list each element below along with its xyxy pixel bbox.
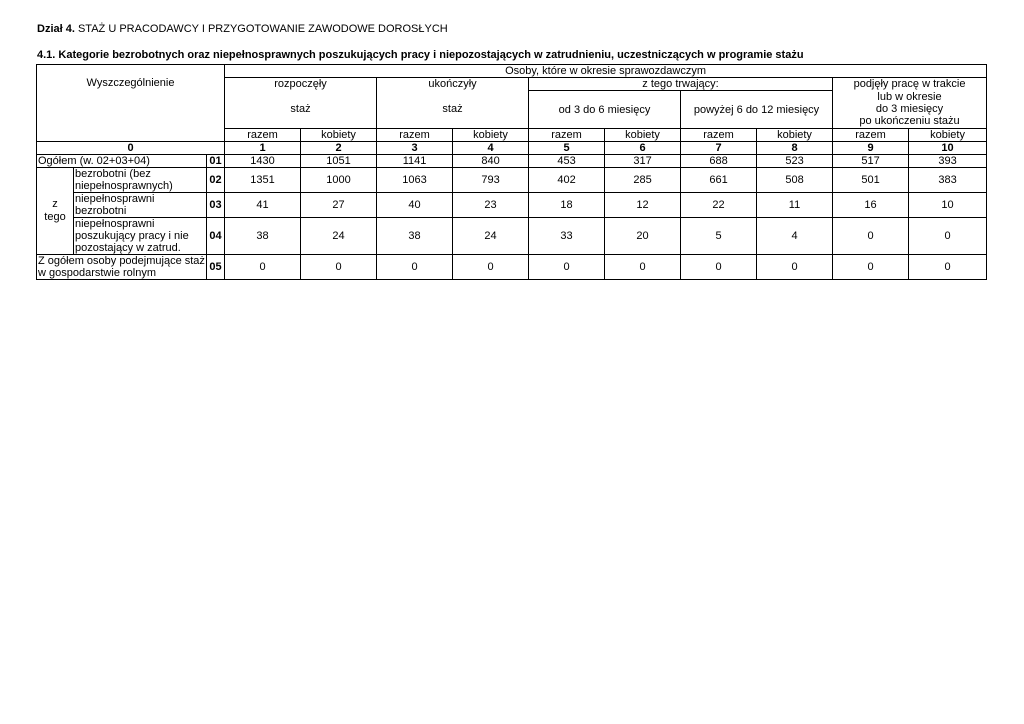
header-dur-3-6 bbox=[529, 91, 681, 129]
cell: 27 bbox=[301, 193, 377, 218]
header-job-rest bbox=[833, 91, 987, 129]
cell: 0 bbox=[377, 255, 453, 280]
cell: 16 bbox=[833, 193, 909, 218]
section-prefix: Dział 4. bbox=[37, 23, 75, 35]
header-razem-5: razem bbox=[529, 129, 605, 142]
header-kobiety-10: kobiety bbox=[909, 129, 987, 142]
cell: 18 bbox=[529, 193, 605, 218]
cell: 0 bbox=[453, 255, 529, 280]
header-group: Osoby, które w okresie sprawozdawczym bbox=[225, 65, 987, 78]
header-kobiety-8: kobiety bbox=[757, 129, 833, 142]
cell: 501 bbox=[833, 168, 909, 193]
header-job-line4: po ukończeniu stażu bbox=[859, 115, 960, 128]
cell: 41 bbox=[225, 193, 301, 218]
row-code: 05 bbox=[207, 255, 225, 280]
cell: 0 bbox=[529, 255, 605, 280]
header-spec bbox=[37, 65, 225, 142]
cell: 10 bbox=[909, 193, 987, 218]
col-num-8: 8 bbox=[757, 142, 833, 155]
header-row-1 bbox=[37, 65, 987, 78]
cell: 0 bbox=[605, 255, 681, 280]
cell: 22 bbox=[681, 193, 757, 218]
col-num-6: 6 bbox=[605, 142, 681, 155]
cell: 0 bbox=[757, 255, 833, 280]
cell: 0 bbox=[301, 255, 377, 280]
column-number-row bbox=[37, 142, 987, 155]
header-started-top: rozpoczęły bbox=[225, 78, 377, 91]
cell: 38 bbox=[377, 218, 453, 255]
of-which-label bbox=[37, 168, 74, 255]
row-code: 04 bbox=[207, 218, 225, 255]
col-num-5: 5 bbox=[529, 142, 605, 155]
cell: 523 bbox=[757, 155, 833, 168]
header-kobiety-4: kobiety bbox=[453, 129, 529, 142]
cell: 517 bbox=[833, 155, 909, 168]
header-spec-label: Wyszczególnienie bbox=[86, 77, 175, 89]
cell: 0 bbox=[833, 218, 909, 255]
cell: 317 bbox=[605, 155, 681, 168]
header-finished-top: ukończyły bbox=[377, 78, 529, 91]
col-num-2: 2 bbox=[301, 142, 377, 155]
row-label: niepełnosprawni bezrobotni bbox=[74, 193, 207, 218]
cell: 24 bbox=[301, 218, 377, 255]
header-razem-3: razem bbox=[377, 129, 453, 142]
row-code: 02 bbox=[207, 168, 225, 193]
header-job-line2: lub w okresie bbox=[877, 91, 942, 104]
of-which-tego: tego bbox=[44, 211, 66, 223]
cell: 1351 bbox=[225, 168, 301, 193]
section-name: STAŻ U PRACODAWCY I PRZYGOTOWANIE ZAWODOWE DOROSŁYCH bbox=[77, 23, 448, 35]
cell: 0 bbox=[225, 255, 301, 280]
row-code: 01 bbox=[207, 155, 225, 168]
cell: 393 bbox=[909, 155, 987, 168]
table-row bbox=[37, 218, 987, 255]
col-num-3: 3 bbox=[377, 142, 453, 155]
stats-table bbox=[36, 64, 987, 280]
cell: 23 bbox=[453, 193, 529, 218]
cell: 38 bbox=[225, 218, 301, 255]
table-row bbox=[37, 193, 987, 218]
row-label: niepełnosprawni poszukujący pracy i nie pozostający w zatrud. bbox=[74, 218, 207, 255]
cell: 688 bbox=[681, 155, 757, 168]
cell: 661 bbox=[681, 168, 757, 193]
cell: 0 bbox=[681, 255, 757, 280]
header-kobiety-2: kobiety bbox=[301, 129, 377, 142]
header-finished-bottom bbox=[377, 91, 529, 129]
cell: 1430 bbox=[225, 155, 301, 168]
col-num-9: 9 bbox=[833, 142, 909, 155]
cell: 4 bbox=[757, 218, 833, 255]
cell: 1000 bbox=[301, 168, 377, 193]
cell: 1063 bbox=[377, 168, 453, 193]
cell: 20 bbox=[605, 218, 681, 255]
table-row bbox=[37, 155, 987, 168]
cell: 453 bbox=[529, 155, 605, 168]
row-label: Z ogółem osoby podejmujące staż w gospodarstwie rolnym bbox=[38, 255, 205, 279]
cell: 840 bbox=[453, 155, 529, 168]
row-label: Ogółem (w. 02+03+04) bbox=[37, 155, 207, 168]
cell: 402 bbox=[529, 168, 605, 193]
of-which-z: z bbox=[52, 198, 58, 210]
col-num-4: 4 bbox=[453, 142, 529, 155]
table-row bbox=[37, 255, 987, 280]
cell: 1141 bbox=[377, 155, 453, 168]
cell: 285 bbox=[605, 168, 681, 193]
cell: 383 bbox=[909, 168, 987, 193]
cell: 0 bbox=[909, 255, 987, 280]
header-dur-3-6-label: od 3 do 6 miesięcy bbox=[558, 103, 651, 116]
col-num-1: 1 bbox=[225, 142, 301, 155]
cell: 793 bbox=[453, 168, 529, 193]
cell: 0 bbox=[909, 218, 987, 255]
row-label: bezrobotni (bez niepełnosprawnych) bbox=[74, 168, 207, 193]
col-num-7: 7 bbox=[681, 142, 757, 155]
row-code: 03 bbox=[207, 193, 225, 218]
cell: 0 bbox=[833, 255, 909, 280]
header-lasting: z tego trwający: bbox=[529, 78, 833, 91]
header-razem-7: razem bbox=[681, 129, 757, 142]
header-started-bottom bbox=[225, 91, 377, 129]
cell: 12 bbox=[605, 193, 681, 218]
header-job-line3: do 3 miesięcy bbox=[875, 103, 944, 116]
header-razem-1: razem bbox=[225, 129, 301, 142]
table-row bbox=[37, 168, 987, 193]
section-title bbox=[37, 23, 448, 35]
cell: 33 bbox=[529, 218, 605, 255]
cell: 40 bbox=[377, 193, 453, 218]
header-started-bottom-label: staż bbox=[290, 103, 311, 116]
cell: 508 bbox=[757, 168, 833, 193]
header-dur-6-12-label: powyżej 6 do 12 miesięcy bbox=[693, 103, 820, 116]
header-finished-bottom-label: staż bbox=[442, 103, 463, 116]
col-num-10: 10 bbox=[909, 142, 987, 155]
cell: 11 bbox=[757, 193, 833, 218]
cell: 1051 bbox=[301, 155, 377, 168]
header-kobiety-6: kobiety bbox=[605, 129, 681, 142]
cell: 24 bbox=[453, 218, 529, 255]
header-razem-9: razem bbox=[833, 129, 909, 142]
col-num-0: 0 bbox=[37, 142, 225, 155]
header-job-line1: podjęły pracę w trakcie bbox=[833, 78, 987, 91]
cell: 5 bbox=[681, 218, 757, 255]
header-dur-6-12 bbox=[681, 91, 833, 129]
table-title: 4.1. Kategorie bezrobotnych oraz niepełnosprawnych poszukujących pracy i niepozostających w zatrudnieniu, uczestniczących w programie stażu bbox=[37, 49, 804, 61]
